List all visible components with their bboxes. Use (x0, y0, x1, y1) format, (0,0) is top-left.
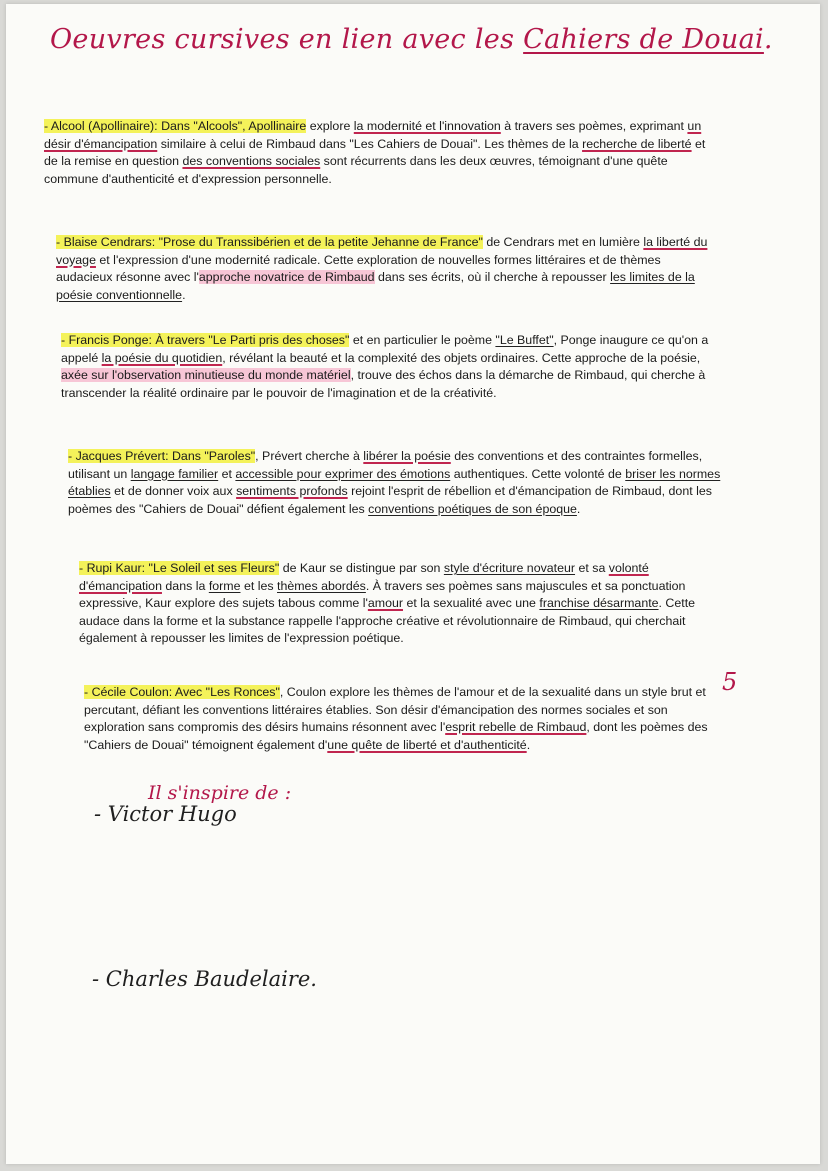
paragraph-segment: la poésie du quotidien (101, 350, 223, 365)
paragraph-segment: forme (208, 578, 241, 593)
paragraph-segment: de Cendrars met en lumière (482, 235, 644, 249)
paragraph-apollinaire (44, 118, 716, 188)
paragraph-segment: . (576, 501, 581, 516)
paragraph-segment: approche novatrice de Rimbaud (198, 270, 375, 284)
paragraph-segment: les limites de la poésie conventionnelle (56, 270, 695, 302)
paragraph-segment: explore (306, 119, 354, 133)
paragraph-segment: des conventions et des contraintes formelles, utilisant un (68, 449, 703, 481)
paragraph-cendrars (56, 234, 718, 304)
paragraph-segment: et la sexualité avec une (403, 596, 540, 610)
paragraph-segment: amour (367, 596, 403, 610)
paragraph-segment: et de la remise en question (44, 136, 706, 168)
paragraph-segment: - Rupi Kaur: "Le Soleil et ses Fleurs" (79, 561, 280, 575)
paragraph-segment: et les (240, 578, 278, 593)
paragraph-segment: style d'écriture novateur (443, 561, 576, 575)
paragraph-segment: sont récurrents dans les deux œuvres, témoignant d'une quête commune d'authenticité et d'expression personnelle. (44, 154, 668, 186)
paragraph-segment: esprit rebelle de Rimbaud (445, 720, 587, 734)
paragraph-segment: une quête de liberté et d'authenticité (327, 737, 527, 752)
paragraph-segment: , dont les poèmes des "Cahiers de Douai" témoignent également d' (84, 720, 708, 752)
paragraph-segment: sentiments profonds (236, 484, 348, 498)
paragraph-segment: un désir d'émancipation (44, 119, 702, 151)
paragraph-segment: de Kaur se distingue par son (279, 561, 444, 575)
paragraph-segment: libérer la poésie (363, 449, 451, 463)
paragraph-segment: accessible pour exprimer des émotions (235, 466, 451, 481)
paragraph-segment: à travers ses poèmes, exprimant (500, 119, 688, 133)
paragraph-segment: thèmes abordés (277, 578, 366, 593)
title-suffix: . (763, 24, 773, 55)
paragraph-segment: authentiques. Cette volonté de (450, 466, 626, 481)
paragraph-segment: briser les normes établies (68, 466, 721, 498)
paragraph-segment: la liberté du voyage (56, 235, 708, 267)
paragraph-segment: rejoint l'esprit de rébellion et d'émancipation de Rimbaud, dont les poèmes des "Cahiers de Douai" défient également les (68, 484, 712, 516)
paragraph-segment: volonté d'émancipation (79, 561, 649, 593)
paragraph-segment: . (182, 287, 186, 302)
title-underlined: Cahiers de Douai (523, 24, 764, 55)
handwritten-name-baudelaire: - Charles Baudelaire. (92, 967, 317, 991)
paragraph-segment: la modernité et l'innovation (353, 119, 501, 133)
handwritten-name-hugo: - Victor Hugo (94, 802, 237, 826)
paragraph-ponge (61, 332, 721, 402)
paragraph-segment: , Ponge inaugure ce qu'on a appelé (61, 333, 709, 365)
paragraph-segment: - Francis Ponge: À travers "Le Parti pris des choses" (61, 333, 350, 347)
handwritten-note-label: Il s'inspire de : (148, 782, 292, 804)
paragraph-segment: , Coulon explore les thèmes de l'amour et de la sexualité dans un style brut et percutant, défiant les conventions littéraires établies. Son désir d'émancipation des normes sociales et son exploration sans compromis des désirs humains résonnent avec l' (84, 685, 706, 734)
paragraph-segment: dans la (161, 578, 209, 593)
paragraph-segment: - Cécile Coulon: Avec "Les Ronces" (84, 685, 280, 699)
paragraph-kaur (79, 560, 723, 648)
paragraph-segment: et en particulier le poème (349, 333, 496, 347)
page-title (50, 24, 773, 55)
paragraph-segment: . (526, 737, 531, 752)
paragraph-segment: similaire à celui de Rimbaud dans "Les Cahiers de Douai". Les thèmes de la (157, 136, 583, 151)
paragraph-segment: langage familier (130, 466, 219, 481)
paragraph-coulon (84, 684, 722, 754)
paragraph-segment: et (218, 466, 236, 481)
paragraph-segment: recherche de liberté (582, 136, 692, 151)
title-prefix: Oeuvres cursives en lien avec les (50, 24, 515, 55)
paragraph-segment: dans ses écrits, où il cherche à repousser (374, 270, 611, 284)
paragraph-segment: , révélant la beauté et la complexité des objets ordinaires. Cette approche de la poésie, (222, 350, 701, 365)
paragraph-prevert (68, 448, 723, 518)
paragraph-segment: et l'expression d'une modernité radicale. Cette exploration de nouvelles formes littéraires et de thèmes audacieux résonne avec l' (56, 252, 661, 284)
paragraph-segment: franchise désarmante (539, 596, 659, 610)
paragraph-segment: "Le Buffet" (495, 333, 554, 347)
paragraph-segment: - Blaise Cendrars: "Prose du Transsibérien et de la petite Jehanne de France" (56, 235, 483, 249)
paragraph-segment: conventions poétiques de son époque (368, 501, 577, 516)
paragraph-segment: des conventions sociales (182, 154, 321, 168)
paragraph-segment: - Alcool (Apollinaire): Dans "Alcools", Apollinaire (44, 119, 307, 133)
margin-mark: 5 (722, 668, 738, 696)
paragraph-segment: et sa (575, 561, 609, 575)
paragraph-segment: et de donner voix aux (110, 484, 237, 498)
notebook-page (6, 4, 820, 1164)
paragraph-segment: . À travers ses poèmes sans majuscules et sa ponctuation expressive, Kaur explore des sujets tabous comme l' (79, 578, 686, 610)
paragraph-segment: . Cette audace dans la forme et la substance rappelle l'approche créative et révolutionnaire de Rimbaud, qui cherchait également à repousser les limites de l'expression poétique. (79, 596, 696, 645)
paragraph-segment: , Prévert cherche à (255, 449, 364, 463)
paragraph-segment: - Jacques Prévert: Dans "Paroles" (68, 449, 256, 463)
paragraph-segment: axée sur l'observation minutieuse du monde matériel (61, 368, 351, 382)
paragraph-segment: , trouve des échos dans la démarche de Rimbaud, qui cherche à transcender la réalité ordinaire par le pouvoir de l'imagination et de la créativité. (61, 368, 706, 400)
